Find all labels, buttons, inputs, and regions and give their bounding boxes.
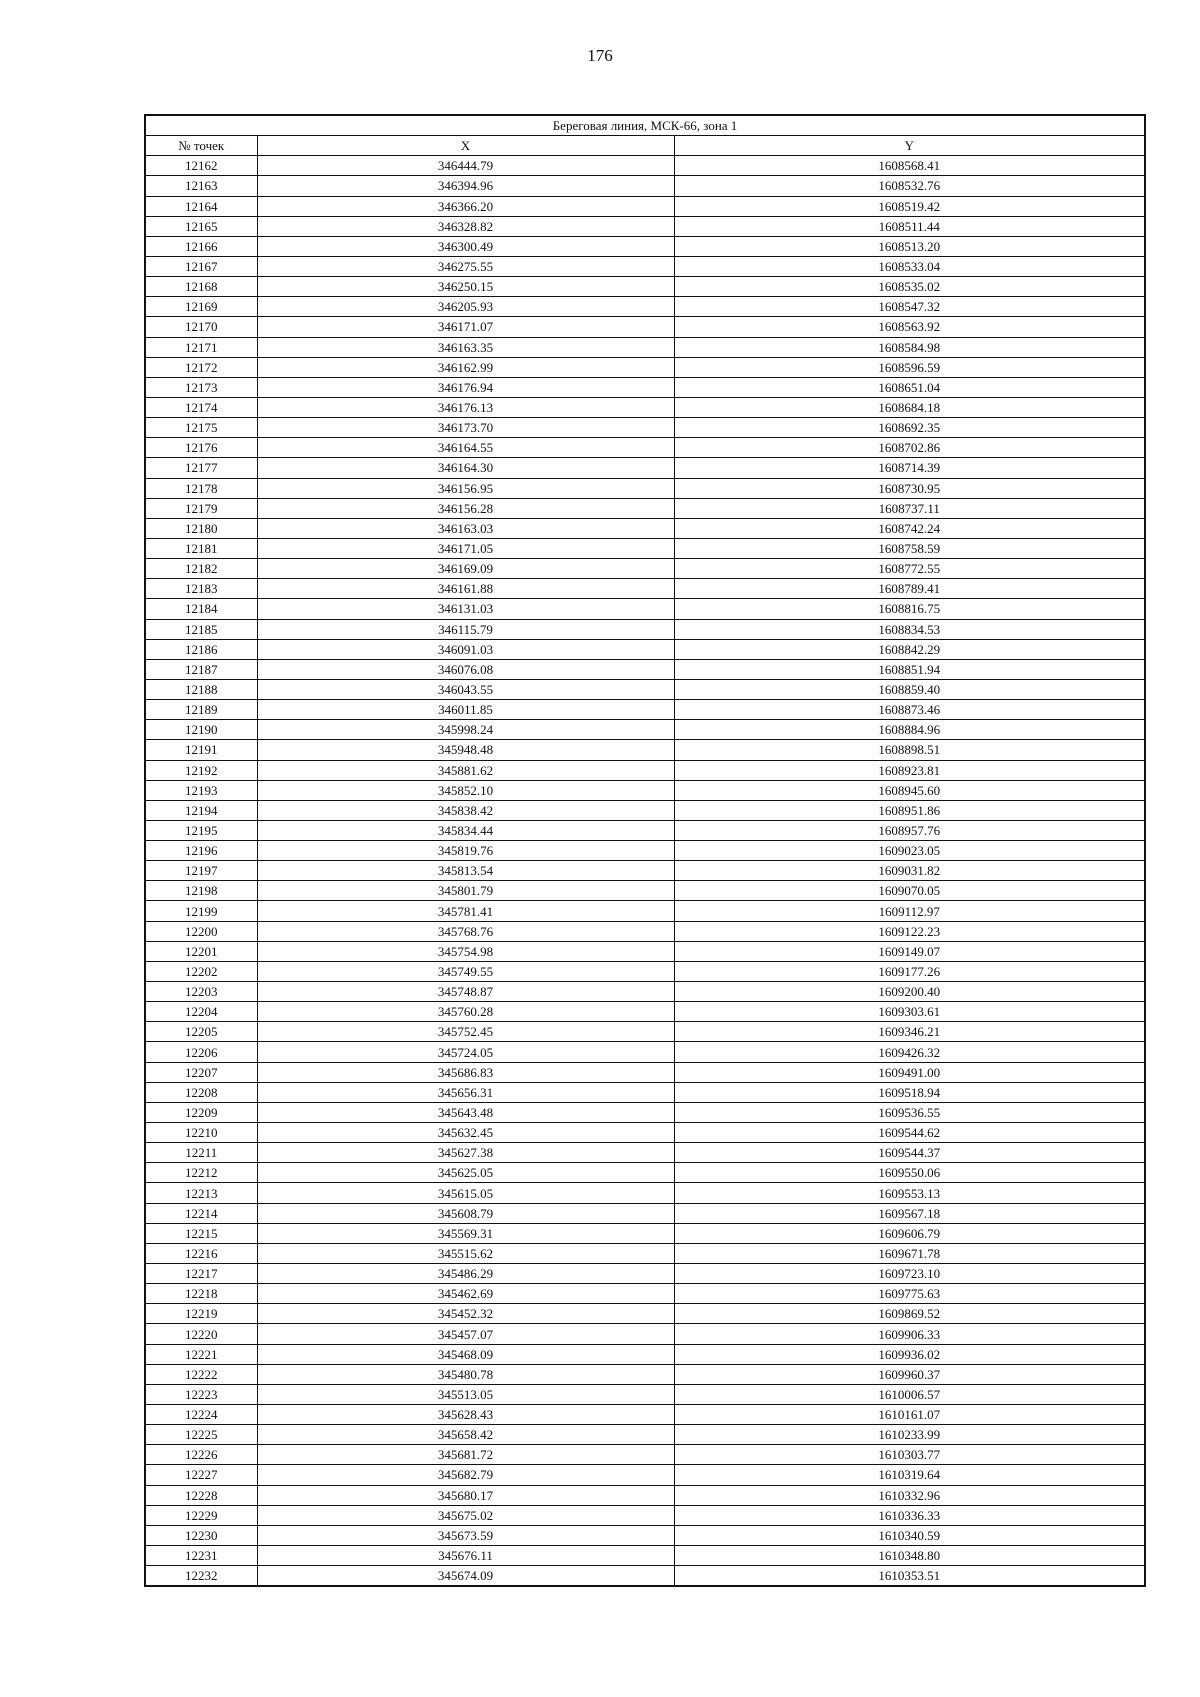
- table-row: [145, 921, 1145, 941]
- header-y: Y: [674, 136, 1145, 156]
- y-cell: 1608951.86: [674, 800, 1145, 820]
- x-cell: 346171.05: [257, 538, 674, 558]
- y-cell: 1608816.75: [674, 599, 1145, 619]
- point-number-cell: 12192: [145, 760, 257, 780]
- table-row: [145, 1465, 1145, 1485]
- x-cell: 345819.76: [257, 841, 674, 861]
- point-number-cell: 12177: [145, 458, 257, 478]
- y-cell: 1608789.41: [674, 579, 1145, 599]
- table-row: [145, 478, 1145, 498]
- point-number-cell: 12228: [145, 1485, 257, 1505]
- table-row: [145, 1405, 1145, 1425]
- x-cell: 345673.59: [257, 1525, 674, 1545]
- table-header-row: [145, 136, 1145, 156]
- table-row: [145, 1042, 1145, 1062]
- y-cell: 1609070.05: [674, 881, 1145, 901]
- y-cell: 1608535.02: [674, 277, 1145, 297]
- y-cell: 1608859.40: [674, 679, 1145, 699]
- x-cell: 345643.48: [257, 1102, 674, 1122]
- point-number-cell: 12184: [145, 599, 257, 619]
- point-number-cell: 12218: [145, 1284, 257, 1304]
- table-row: [145, 1304, 1145, 1324]
- x-cell: 346176.13: [257, 397, 674, 417]
- y-cell: 1609544.62: [674, 1123, 1145, 1143]
- point-number-cell: 12227: [145, 1465, 257, 1485]
- y-cell: 1608742.24: [674, 518, 1145, 538]
- point-number-cell: 12224: [145, 1405, 257, 1425]
- x-cell: 345781.41: [257, 901, 674, 921]
- table-row: [145, 277, 1145, 297]
- x-cell: 346161.88: [257, 579, 674, 599]
- table-head: [145, 115, 1145, 156]
- x-cell: 346275.55: [257, 256, 674, 276]
- y-cell: 1609869.52: [674, 1304, 1145, 1324]
- x-cell: 345569.31: [257, 1223, 674, 1243]
- x-cell: 346162.99: [257, 357, 674, 377]
- table-row: [145, 679, 1145, 699]
- x-cell: 345632.45: [257, 1123, 674, 1143]
- point-number-cell: 12202: [145, 961, 257, 981]
- table-row: [145, 1223, 1145, 1243]
- x-cell: 345998.24: [257, 720, 674, 740]
- x-cell: 345748.87: [257, 982, 674, 1002]
- y-cell: 1608737.11: [674, 498, 1145, 518]
- table-row: [145, 599, 1145, 619]
- point-number-cell: 12194: [145, 800, 257, 820]
- table-row: [145, 1445, 1145, 1465]
- y-cell: 1610303.77: [674, 1445, 1145, 1465]
- coordinates-table: [144, 114, 1146, 1587]
- y-cell: 1609550.06: [674, 1163, 1145, 1183]
- point-number-cell: 12197: [145, 861, 257, 881]
- point-number-cell: 12222: [145, 1364, 257, 1384]
- y-cell: 1608684.18: [674, 397, 1145, 417]
- y-cell: 1609303.61: [674, 1002, 1145, 1022]
- y-cell: 1608842.29: [674, 639, 1145, 659]
- point-number-cell: 12196: [145, 841, 257, 861]
- x-cell: 346156.28: [257, 498, 674, 518]
- table-row: [145, 941, 1145, 961]
- point-number-cell: 12172: [145, 357, 257, 377]
- y-cell: 1608884.96: [674, 720, 1145, 740]
- point-number-cell: 12206: [145, 1042, 257, 1062]
- table-row: [145, 1123, 1145, 1143]
- point-number-cell: 12176: [145, 438, 257, 458]
- point-number-cell: 12207: [145, 1062, 257, 1082]
- point-number-cell: 12182: [145, 559, 257, 579]
- y-cell: 1608834.53: [674, 619, 1145, 639]
- point-number-cell: 12162: [145, 156, 257, 176]
- y-cell: 1609671.78: [674, 1243, 1145, 1263]
- table-row: [145, 1082, 1145, 1102]
- point-number-cell: 12175: [145, 418, 257, 438]
- table-row: [145, 619, 1145, 639]
- point-number-cell: 12179: [145, 498, 257, 518]
- y-cell: 1610353.51: [674, 1566, 1145, 1587]
- table-row: [145, 1183, 1145, 1203]
- y-cell: 1608945.60: [674, 780, 1145, 800]
- point-number-cell: 12216: [145, 1243, 257, 1263]
- point-number-cell: 12214: [145, 1203, 257, 1223]
- point-number-cell: 12226: [145, 1445, 257, 1465]
- point-number-cell: 12230: [145, 1525, 257, 1545]
- table-row: [145, 297, 1145, 317]
- y-cell: 1608898.51: [674, 740, 1145, 760]
- x-cell: 346328.82: [257, 216, 674, 236]
- x-cell: 346164.30: [257, 458, 674, 478]
- point-number-cell: 12180: [145, 518, 257, 538]
- y-cell: 1609149.07: [674, 941, 1145, 961]
- y-cell: 1609491.00: [674, 1062, 1145, 1082]
- point-number-cell: 12200: [145, 921, 257, 941]
- point-number-cell: 12163: [145, 176, 257, 196]
- point-number-cell: 12166: [145, 236, 257, 256]
- y-cell: 1608511.44: [674, 216, 1145, 236]
- table-row: [145, 498, 1145, 518]
- point-number-cell: 12195: [145, 820, 257, 840]
- point-number-cell: 12198: [145, 881, 257, 901]
- point-number-cell: 12217: [145, 1264, 257, 1284]
- point-number-cell: 12171: [145, 337, 257, 357]
- y-cell: 1609960.37: [674, 1364, 1145, 1384]
- x-cell: 345680.17: [257, 1485, 674, 1505]
- table-row: [145, 861, 1145, 881]
- table-title-row: [145, 115, 1145, 136]
- x-cell: 345948.48: [257, 740, 674, 760]
- x-cell: 346171.07: [257, 317, 674, 337]
- x-cell: 345457.07: [257, 1324, 674, 1344]
- x-cell: 346115.79: [257, 619, 674, 639]
- x-cell: 345676.11: [257, 1545, 674, 1565]
- table-row: [145, 901, 1145, 921]
- x-cell: 345682.79: [257, 1465, 674, 1485]
- table-row: [145, 1485, 1145, 1505]
- point-number-cell: 12205: [145, 1022, 257, 1042]
- table-row: [145, 1384, 1145, 1404]
- y-cell: 1609112.97: [674, 901, 1145, 921]
- x-cell: 346011.85: [257, 700, 674, 720]
- y-cell: 1609536.55: [674, 1102, 1145, 1122]
- y-cell: 1608568.41: [674, 156, 1145, 176]
- x-cell: 345834.44: [257, 820, 674, 840]
- table-row: [145, 1243, 1145, 1263]
- x-cell: 345674.09: [257, 1566, 674, 1587]
- point-number-cell: 12203: [145, 982, 257, 1002]
- y-cell: 1609567.18: [674, 1203, 1145, 1223]
- table-row: [145, 720, 1145, 740]
- table-row: [145, 740, 1145, 760]
- table-row: [145, 1566, 1145, 1587]
- y-cell: 1608651.04: [674, 377, 1145, 397]
- point-number-cell: 12213: [145, 1183, 257, 1203]
- table-row: [145, 1324, 1145, 1344]
- point-number-cell: 12173: [145, 377, 257, 397]
- point-number-cell: 12165: [145, 216, 257, 236]
- y-cell: 1609518.94: [674, 1082, 1145, 1102]
- table-row: [145, 216, 1145, 236]
- x-cell: 346300.49: [257, 236, 674, 256]
- table-row: [145, 357, 1145, 377]
- y-cell: 1610161.07: [674, 1405, 1145, 1425]
- y-cell: 1609936.02: [674, 1344, 1145, 1364]
- table-row: [145, 1022, 1145, 1042]
- point-number-cell: 12199: [145, 901, 257, 921]
- x-cell: 346394.96: [257, 176, 674, 196]
- x-cell: 345627.38: [257, 1143, 674, 1163]
- x-cell: 345486.29: [257, 1264, 674, 1284]
- point-number-cell: 12191: [145, 740, 257, 760]
- table-row: [145, 579, 1145, 599]
- x-cell: 345801.79: [257, 881, 674, 901]
- table-row: [145, 639, 1145, 659]
- y-cell: 1609031.82: [674, 861, 1145, 881]
- y-cell: 1608851.94: [674, 659, 1145, 679]
- point-number-cell: 12201: [145, 941, 257, 961]
- x-cell: 345468.09: [257, 1344, 674, 1364]
- point-number-cell: 12178: [145, 478, 257, 498]
- y-cell: 1609775.63: [674, 1284, 1145, 1304]
- table-row: [145, 559, 1145, 579]
- point-number-cell: 12232: [145, 1566, 257, 1587]
- x-cell: 345515.62: [257, 1243, 674, 1263]
- point-number-cell: 12208: [145, 1082, 257, 1102]
- table-row: [145, 1062, 1145, 1082]
- x-cell: 345686.83: [257, 1062, 674, 1082]
- x-cell: 345513.05: [257, 1384, 674, 1404]
- table-row: [145, 1505, 1145, 1525]
- y-cell: 1609606.79: [674, 1223, 1145, 1243]
- point-number-cell: 12223: [145, 1384, 257, 1404]
- table-row: [145, 1163, 1145, 1183]
- table-row: [145, 1344, 1145, 1364]
- point-number-cell: 12204: [145, 1002, 257, 1022]
- point-number-cell: 12167: [145, 256, 257, 276]
- point-number-cell: 12170: [145, 317, 257, 337]
- x-cell: 346163.35: [257, 337, 674, 357]
- y-cell: 1609906.33: [674, 1324, 1145, 1344]
- x-cell: 345681.72: [257, 1445, 674, 1465]
- y-cell: 1608513.20: [674, 236, 1145, 256]
- y-cell: 1609122.23: [674, 921, 1145, 941]
- table-row: [145, 800, 1145, 820]
- y-cell: 1608758.59: [674, 538, 1145, 558]
- y-cell: 1609544.37: [674, 1143, 1145, 1163]
- x-cell: 345452.32: [257, 1304, 674, 1324]
- y-cell: 1609426.32: [674, 1042, 1145, 1062]
- point-number-cell: 12190: [145, 720, 257, 740]
- x-cell: 346366.20: [257, 196, 674, 216]
- table-row: [145, 841, 1145, 861]
- x-cell: 346173.70: [257, 418, 674, 438]
- y-cell: 1609723.10: [674, 1264, 1145, 1284]
- y-cell: 1608584.98: [674, 337, 1145, 357]
- x-cell: 345608.79: [257, 1203, 674, 1223]
- table-row: [145, 1102, 1145, 1122]
- point-number-cell: 12225: [145, 1425, 257, 1445]
- table-row: [145, 961, 1145, 981]
- point-number-cell: 12183: [145, 579, 257, 599]
- y-cell: 1609200.40: [674, 982, 1145, 1002]
- y-cell: 1608563.92: [674, 317, 1145, 337]
- x-cell: 346043.55: [257, 679, 674, 699]
- table-row: [145, 196, 1145, 216]
- table-title: Береговая линия, МСК-66, зона 1: [145, 115, 1145, 136]
- table-row: [145, 156, 1145, 176]
- table-row: [145, 820, 1145, 840]
- table-row: [145, 1425, 1145, 1445]
- point-number-cell: 12168: [145, 277, 257, 297]
- table-row: [145, 1525, 1145, 1545]
- point-number-cell: 12193: [145, 780, 257, 800]
- table-body: [145, 156, 1145, 1586]
- x-cell: 345628.43: [257, 1405, 674, 1425]
- table-row: [145, 659, 1145, 679]
- point-number-cell: 12188: [145, 679, 257, 699]
- y-cell: 1609177.26: [674, 961, 1145, 981]
- x-cell: 345462.69: [257, 1284, 674, 1304]
- y-cell: 1610233.99: [674, 1425, 1145, 1445]
- y-cell: 1608772.55: [674, 559, 1145, 579]
- table-row: [145, 1143, 1145, 1163]
- y-cell: 1610348.80: [674, 1545, 1145, 1565]
- header-point-number: № точек: [145, 136, 257, 156]
- table-row: [145, 1545, 1145, 1565]
- y-cell: 1608730.95: [674, 478, 1145, 498]
- point-number-cell: 12181: [145, 538, 257, 558]
- y-cell: 1608692.35: [674, 418, 1145, 438]
- table-row: [145, 1203, 1145, 1223]
- x-cell: 346205.93: [257, 297, 674, 317]
- x-cell: 346091.03: [257, 639, 674, 659]
- x-cell: 346250.15: [257, 277, 674, 297]
- point-number-cell: 12229: [145, 1505, 257, 1525]
- point-number-cell: 12215: [145, 1223, 257, 1243]
- x-cell: 345852.10: [257, 780, 674, 800]
- point-number-cell: 12187: [145, 659, 257, 679]
- y-cell: 1610319.64: [674, 1465, 1145, 1485]
- point-number-cell: 12210: [145, 1123, 257, 1143]
- point-number-cell: 12219: [145, 1304, 257, 1324]
- table-row: [145, 1002, 1145, 1022]
- table-row: [145, 397, 1145, 417]
- y-cell: 1610006.57: [674, 1384, 1145, 1404]
- x-cell: 346164.55: [257, 438, 674, 458]
- table-row: [145, 982, 1145, 1002]
- y-cell: 1608957.76: [674, 820, 1145, 840]
- x-cell: 345752.45: [257, 1022, 674, 1042]
- point-number-cell: 12174: [145, 397, 257, 417]
- point-number-cell: 12211: [145, 1143, 257, 1163]
- x-cell: 345749.55: [257, 961, 674, 981]
- x-cell: 346444.79: [257, 156, 674, 176]
- table-row: [145, 418, 1145, 438]
- y-cell: 1610340.59: [674, 1525, 1145, 1545]
- x-cell: 345768.76: [257, 921, 674, 941]
- x-cell: 346131.03: [257, 599, 674, 619]
- x-cell: 345760.28: [257, 1002, 674, 1022]
- y-cell: 1609023.05: [674, 841, 1145, 861]
- x-cell: 345675.02: [257, 1505, 674, 1525]
- point-number-cell: 12231: [145, 1545, 257, 1565]
- y-cell: 1608533.04: [674, 256, 1145, 276]
- table-row: [145, 1364, 1145, 1384]
- table-row: [145, 1284, 1145, 1304]
- page-number: 176: [587, 46, 613, 65]
- table-row: [145, 458, 1145, 478]
- table-row: [145, 317, 1145, 337]
- point-number-cell: 12169: [145, 297, 257, 317]
- table-row: [145, 1264, 1145, 1284]
- y-cell: 1609346.21: [674, 1022, 1145, 1042]
- x-cell: 345838.42: [257, 800, 674, 820]
- point-number-cell: 12164: [145, 196, 257, 216]
- point-number-cell: 12186: [145, 639, 257, 659]
- table-row: [145, 256, 1145, 276]
- x-cell: 346163.03: [257, 518, 674, 538]
- table-row: [145, 176, 1145, 196]
- table-row: [145, 760, 1145, 780]
- x-cell: 345754.98: [257, 941, 674, 961]
- table-row: [145, 518, 1145, 538]
- x-cell: 345480.78: [257, 1364, 674, 1384]
- point-number-cell: 12209: [145, 1102, 257, 1122]
- table-row: [145, 700, 1145, 720]
- y-cell: 1609553.13: [674, 1183, 1145, 1203]
- x-cell: 345881.62: [257, 760, 674, 780]
- y-cell: 1608547.32: [674, 297, 1145, 317]
- x-cell: 345724.05: [257, 1042, 674, 1062]
- point-number-cell: 12212: [145, 1163, 257, 1183]
- x-cell: 345813.54: [257, 861, 674, 881]
- y-cell: 1608702.86: [674, 438, 1145, 458]
- point-number-cell: 12189: [145, 700, 257, 720]
- x-cell: 346076.08: [257, 659, 674, 679]
- x-cell: 345625.05: [257, 1163, 674, 1183]
- x-cell: 346176.94: [257, 377, 674, 397]
- y-cell: 1608714.39: [674, 458, 1145, 478]
- y-cell: 1610336.33: [674, 1505, 1145, 1525]
- table-row: [145, 236, 1145, 256]
- table-row: [145, 881, 1145, 901]
- table-row: [145, 780, 1145, 800]
- x-cell: 346156.95: [257, 478, 674, 498]
- point-number-cell: 12220: [145, 1324, 257, 1344]
- x-cell: 345615.05: [257, 1183, 674, 1203]
- y-cell: 1608519.42: [674, 196, 1145, 216]
- x-cell: 346169.09: [257, 559, 674, 579]
- x-cell: 345658.42: [257, 1425, 674, 1445]
- header-x: X: [257, 136, 674, 156]
- table-row: [145, 538, 1145, 558]
- table-row: [145, 377, 1145, 397]
- point-number-cell: 12185: [145, 619, 257, 639]
- y-cell: 1608873.46: [674, 700, 1145, 720]
- y-cell: 1608923.81: [674, 760, 1145, 780]
- y-cell: 1610332.96: [674, 1485, 1145, 1505]
- y-cell: 1608596.59: [674, 357, 1145, 377]
- x-cell: 345656.31: [257, 1082, 674, 1102]
- table-row: [145, 337, 1145, 357]
- point-number-cell: 12221: [145, 1344, 257, 1364]
- y-cell: 1608532.76: [674, 176, 1145, 196]
- table-row: [145, 438, 1145, 458]
